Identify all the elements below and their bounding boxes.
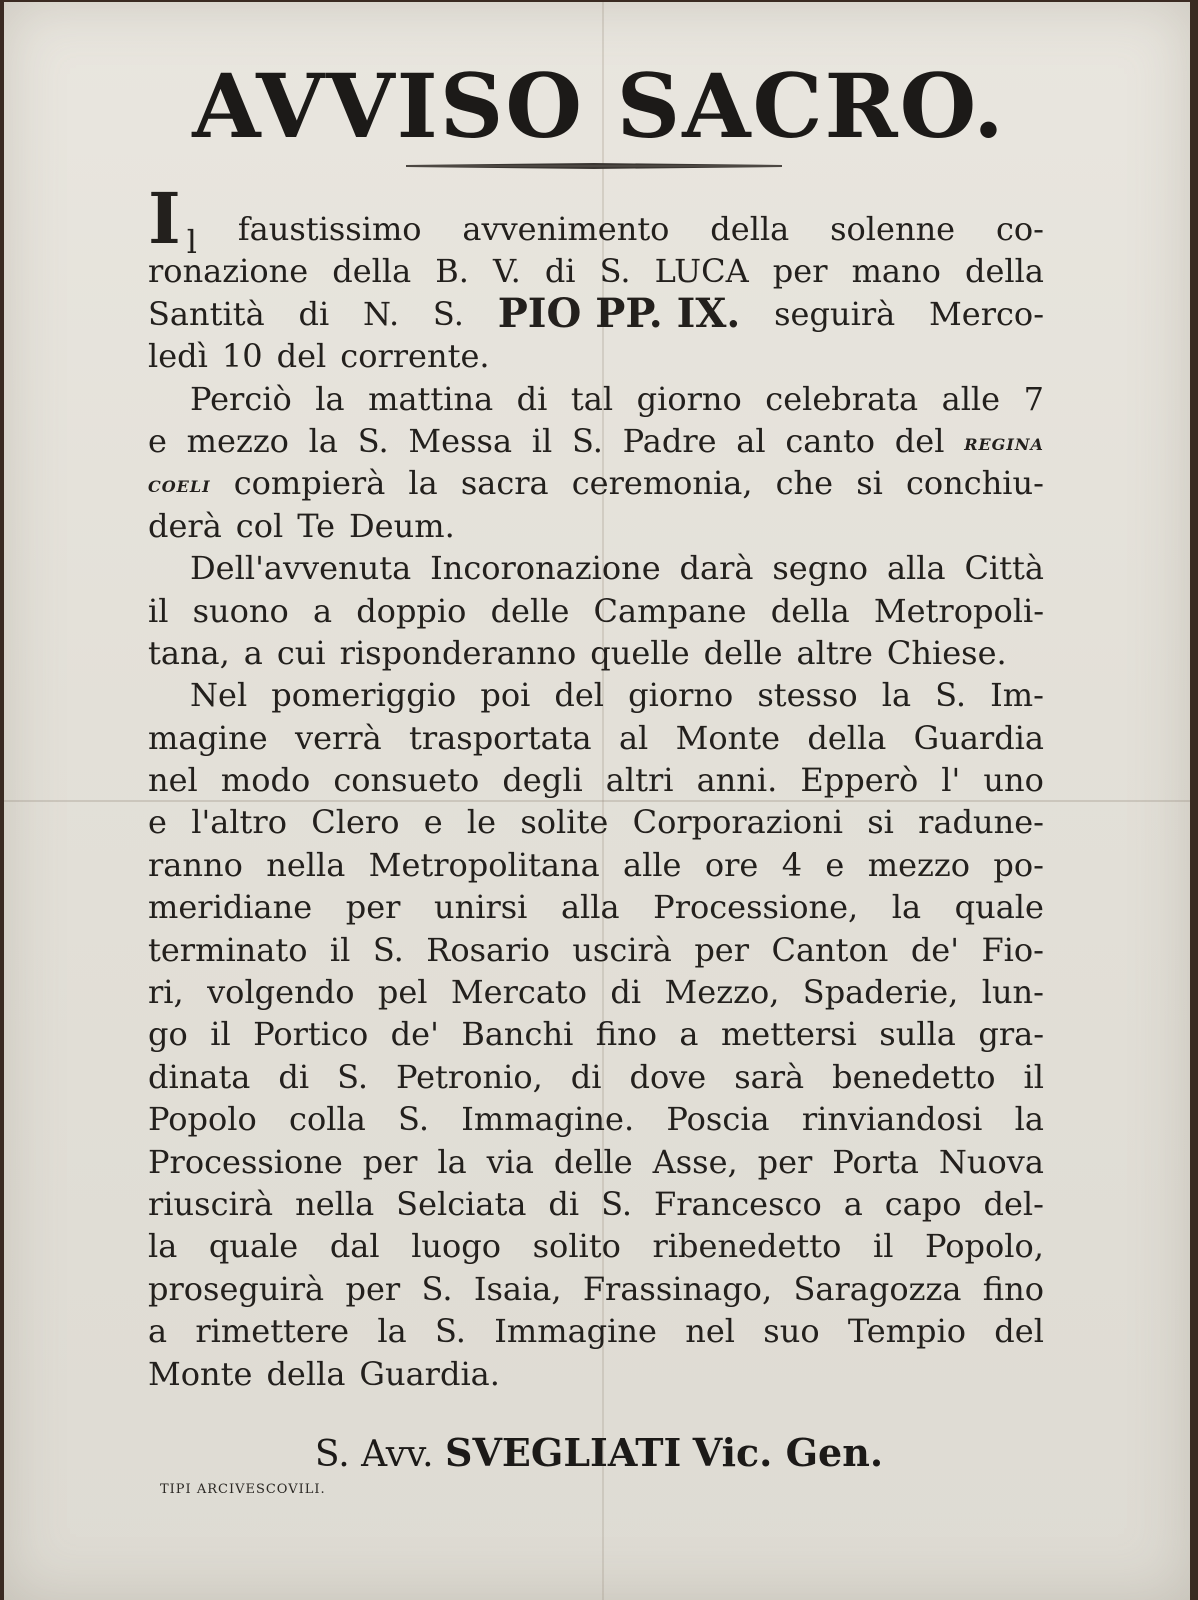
notice-body — [148, 177, 1044, 1395]
word: l'altro — [191, 803, 287, 842]
word: Fio- — [981, 930, 1044, 969]
word: della — [710, 210, 790, 248]
word: Banchi — [461, 1015, 574, 1054]
word: per — [362, 1142, 418, 1181]
printer-imprint: TIPI ARCIVESCOVILI. — [160, 1482, 326, 1497]
word: le — [466, 803, 497, 842]
word: Clero — [311, 803, 400, 842]
poster-title: AVVISO SACRO. — [192, 54, 1006, 158]
word: altre — [796, 633, 873, 672]
word: quale — [208, 1227, 299, 1266]
word: uscirà — [572, 930, 672, 969]
text-line — [148, 632, 1044, 674]
word: Monte — [148, 1354, 253, 1393]
word: S. — [434, 1312, 466, 1351]
word: S. — [935, 676, 967, 715]
word: B. — [435, 252, 469, 291]
text-line — [148, 801, 1044, 843]
word: del — [276, 337, 327, 376]
word: della — [964, 252, 1044, 291]
word: V. — [493, 252, 521, 291]
word: la — [437, 1142, 467, 1181]
word: Canton — [771, 930, 889, 969]
signature-name: SVEGLIATI — [445, 1430, 682, 1475]
word: corrente. — [340, 337, 490, 376]
word: N. — [362, 294, 400, 333]
text-line — [148, 759, 1044, 801]
word: l' — [941, 761, 961, 800]
word: solito — [532, 1227, 621, 1266]
word: S. — [357, 421, 389, 460]
word: S. — [372, 930, 404, 969]
word: tana, — [148, 633, 230, 672]
word: si — [856, 464, 883, 503]
word: derà — [148, 506, 222, 545]
word: faustissimo — [237, 210, 422, 248]
word: del — [554, 676, 605, 715]
word: e — [423, 803, 443, 842]
word: ribenedetto — [652, 1227, 842, 1266]
word: consueto — [333, 761, 480, 800]
word: colla — [289, 1100, 366, 1139]
word: per — [345, 1269, 401, 1308]
word: de' — [390, 1015, 439, 1054]
text-line — [148, 1310, 1044, 1352]
word: ranno — [148, 845, 243, 884]
word: mezzo — [867, 845, 970, 884]
word: S. — [398, 1100, 429, 1139]
word: della — [770, 591, 850, 630]
word: la — [1014, 1100, 1044, 1139]
word: Mezzo, — [664, 973, 780, 1012]
word: Metropolitana — [368, 845, 600, 884]
word: della — [266, 1354, 346, 1393]
word: alla — [886, 549, 946, 588]
word: Isaia, — [473, 1269, 562, 1308]
word: e — [825, 845, 845, 884]
word: pomeriggio — [271, 676, 457, 715]
word: che — [775, 464, 834, 503]
word: S. — [421, 1269, 453, 1308]
word: Guardia — [913, 718, 1044, 757]
word: degli — [502, 761, 583, 800]
word: la — [148, 1227, 178, 1266]
word: della — [332, 252, 412, 291]
word: 7 — [1023, 379, 1044, 418]
text-line — [148, 505, 1044, 547]
word: a — [312, 591, 333, 630]
word: Immagine — [494, 1312, 657, 1351]
text-line — [148, 1098, 1044, 1140]
text-line — [148, 886, 1044, 928]
word: doppio — [356, 591, 467, 630]
word: fino — [595, 1015, 657, 1054]
word: Porta — [832, 1142, 919, 1181]
word: cui — [276, 633, 326, 672]
word: conchiu- — [905, 464, 1044, 503]
word: di — [516, 379, 548, 418]
word: proseguirà — [148, 1269, 325, 1308]
word: go — [148, 1015, 188, 1054]
signature-line — [0, 1430, 1198, 1475]
word: dal — [329, 1227, 380, 1266]
word: per — [345, 888, 401, 927]
word: via — [486, 1142, 534, 1181]
word: giorno — [628, 676, 734, 715]
word: ore — [704, 845, 759, 884]
word: per — [772, 252, 828, 291]
word: si — [867, 803, 894, 842]
text-line — [148, 547, 1044, 589]
word: Chiese. — [886, 633, 1007, 672]
word: REGINA — [964, 434, 1044, 454]
word: Metropoli- — [873, 591, 1044, 630]
word: modo — [220, 761, 311, 800]
word: Merco- — [929, 294, 1044, 333]
word: Immagine. — [461, 1100, 635, 1139]
word: delle — [553, 1142, 633, 1181]
word: di — [544, 252, 576, 291]
word: quale — [954, 888, 1044, 927]
word: Mercato — [450, 973, 588, 1012]
word: Incoronazione — [430, 549, 661, 588]
word: S. — [432, 294, 464, 333]
word: Petronio, — [396, 1057, 543, 1096]
text-line — [148, 335, 1044, 377]
word: e — [148, 803, 167, 842]
word: Spaderie, — [802, 973, 959, 1012]
word: nel — [148, 761, 198, 800]
text-line — [148, 590, 1044, 632]
word: S. — [601, 1184, 633, 1223]
word: volgendo — [207, 973, 355, 1012]
text-line — [148, 1056, 1044, 1098]
word: compierà — [233, 464, 386, 503]
word: la — [377, 1312, 407, 1351]
word: col — [235, 506, 284, 545]
word: Portico — [253, 1015, 369, 1054]
word: della — [807, 718, 887, 757]
word: avvenimento — [462, 210, 670, 248]
word: e — [148, 421, 167, 460]
word: Guardia. — [359, 1354, 500, 1393]
word: Saragozza — [793, 1269, 962, 1308]
word: nella — [295, 1184, 375, 1223]
text-line — [148, 717, 1044, 759]
word: a — [243, 633, 263, 672]
word: mattina — [368, 379, 494, 418]
word: la — [308, 421, 338, 460]
word: Santità — [148, 294, 265, 333]
word: il — [872, 1227, 894, 1266]
word: seguirà — [774, 294, 896, 333]
word: ri, — [148, 973, 184, 1012]
word: la — [891, 888, 922, 927]
word: COELI — [148, 477, 211, 497]
word: Selciata — [396, 1184, 527, 1223]
word: mezzo — [186, 421, 289, 460]
word: PIO PP. IX. — [497, 289, 741, 337]
word: co- — [995, 210, 1044, 248]
word: quelle — [590, 633, 690, 672]
text-line — [148, 177, 1044, 261]
word: Popolo — [148, 1100, 257, 1139]
word: Corporazioni — [632, 803, 843, 842]
word: Messa — [408, 421, 513, 460]
word: delle — [490, 591, 570, 630]
word: tal — [570, 379, 614, 418]
word: meridiane — [148, 888, 313, 927]
text-line — [148, 1183, 1044, 1225]
word: delle — [703, 633, 783, 672]
word: del — [894, 421, 945, 460]
word: dove — [629, 1057, 707, 1096]
word: benedetto — [832, 1057, 996, 1096]
word: riuscirà — [148, 1184, 274, 1223]
word: il — [531, 421, 553, 460]
word: solenne — [830, 210, 956, 248]
signature-suffix: Vic. Gen. — [692, 1430, 884, 1475]
word: S. — [337, 1057, 369, 1096]
word: anni. — [696, 761, 778, 800]
word: poi — [480, 676, 531, 715]
signature-prefix: S. Avv. — [314, 1434, 434, 1475]
text-line — [148, 1353, 1044, 1395]
word: I — [148, 177, 181, 260]
word: magine — [148, 718, 268, 757]
word: nella — [266, 845, 346, 884]
word: capo — [884, 1184, 962, 1223]
dropcap-word — [148, 177, 197, 261]
word: Nel — [190, 676, 248, 715]
word: Città — [964, 549, 1044, 588]
word: de' — [910, 930, 960, 969]
word: la — [315, 379, 345, 418]
word: fino — [982, 1269, 1044, 1308]
word: ronazione — [148, 252, 309, 291]
text-line — [148, 929, 1044, 971]
word: del — [994, 1312, 1044, 1351]
text-line — [148, 844, 1044, 886]
word: S. — [599, 252, 631, 291]
word: del- — [983, 1184, 1044, 1223]
word: per — [757, 1142, 813, 1181]
word: trasportata — [409, 718, 592, 757]
text-line — [148, 1013, 1044, 1055]
word: Popolo, — [925, 1227, 1044, 1266]
word: il — [329, 930, 351, 969]
word: giorno — [636, 379, 742, 418]
word: verrà — [295, 718, 382, 757]
word: il — [210, 1015, 231, 1054]
word: di — [298, 294, 330, 333]
word: il — [1023, 1057, 1044, 1096]
word: lun- — [981, 973, 1044, 1012]
text-line — [148, 1225, 1044, 1267]
word: la — [408, 464, 438, 503]
word: di — [570, 1057, 602, 1096]
word: dinata — [148, 1057, 251, 1096]
text-line — [148, 674, 1044, 716]
word: nel — [685, 1312, 735, 1351]
text-line — [148, 1141, 1044, 1183]
word: Nuova — [938, 1142, 1044, 1181]
word: Deum. — [349, 506, 455, 545]
word: Asse, — [652, 1142, 738, 1181]
word: terminato — [148, 930, 308, 969]
word: a — [148, 1312, 168, 1351]
word: uno — [983, 761, 1044, 800]
word: alle — [941, 379, 1001, 418]
word: di — [278, 1057, 310, 1096]
text-line — [148, 250, 1044, 292]
word: Padre — [622, 421, 717, 460]
word: altri — [605, 761, 674, 800]
word: suono — [192, 591, 289, 630]
word: Perciò — [190, 379, 292, 418]
word: sulla — [879, 1015, 956, 1054]
word: il — [148, 591, 169, 630]
word: rinviandosi — [801, 1100, 983, 1139]
word: Francesco — [654, 1184, 822, 1223]
word: canto — [785, 421, 876, 460]
word: di — [610, 973, 642, 1012]
word: radune- — [918, 803, 1044, 842]
word: a — [679, 1015, 699, 1054]
word: po- — [993, 845, 1044, 884]
word: segno — [772, 549, 869, 588]
word: l — [186, 223, 197, 261]
word: ledì — [148, 337, 208, 376]
word: LUCA — [654, 252, 749, 291]
word: mettersi — [720, 1015, 857, 1054]
word: Im- — [990, 676, 1044, 715]
text-line — [148, 289, 1044, 337]
word: unirsi — [434, 888, 528, 927]
text-line — [148, 378, 1044, 420]
word: Poscia — [666, 1100, 770, 1139]
word: alla — [560, 888, 620, 927]
text-line — [148, 971, 1044, 1013]
word: darà — [679, 549, 754, 588]
word: luogo — [411, 1227, 502, 1266]
word: Dell'avvenuta — [190, 549, 412, 588]
text-line — [148, 462, 1044, 504]
word: mano — [851, 252, 941, 291]
word: rimettere — [195, 1312, 350, 1351]
word: alle — [623, 845, 682, 884]
text-line — [148, 1268, 1044, 1310]
word: 4 — [781, 845, 803, 884]
word: al — [618, 718, 649, 757]
word: di — [548, 1184, 580, 1223]
word: Rosario — [426, 930, 550, 969]
word: 10 — [221, 337, 263, 376]
word: Processione — [148, 1142, 343, 1181]
word: gra- — [978, 1015, 1044, 1054]
word: celebrata — [765, 379, 919, 418]
word: solite — [520, 803, 609, 842]
word: ceremonia, — [571, 464, 753, 503]
word: Processione, — [653, 888, 859, 927]
word: stesso — [757, 676, 858, 715]
word: Tempio — [847, 1312, 966, 1351]
word: Te — [297, 506, 336, 545]
word: risponderanno — [339, 633, 577, 672]
word: a — [843, 1184, 863, 1223]
title-ornamental-rule — [406, 162, 782, 170]
word: sacra — [460, 464, 549, 503]
word: suo — [763, 1312, 820, 1351]
word: S. — [571, 421, 603, 460]
word: Campane — [593, 591, 747, 630]
word: per — [694, 930, 750, 969]
word: la — [881, 676, 912, 715]
word: sarà — [734, 1057, 805, 1096]
text-line — [148, 420, 1044, 462]
word: Frassinago, — [582, 1269, 773, 1308]
word: pel — [377, 973, 428, 1012]
word: Monte — [675, 718, 781, 757]
word: Epperò — [800, 761, 919, 800]
word: al — [736, 421, 766, 460]
